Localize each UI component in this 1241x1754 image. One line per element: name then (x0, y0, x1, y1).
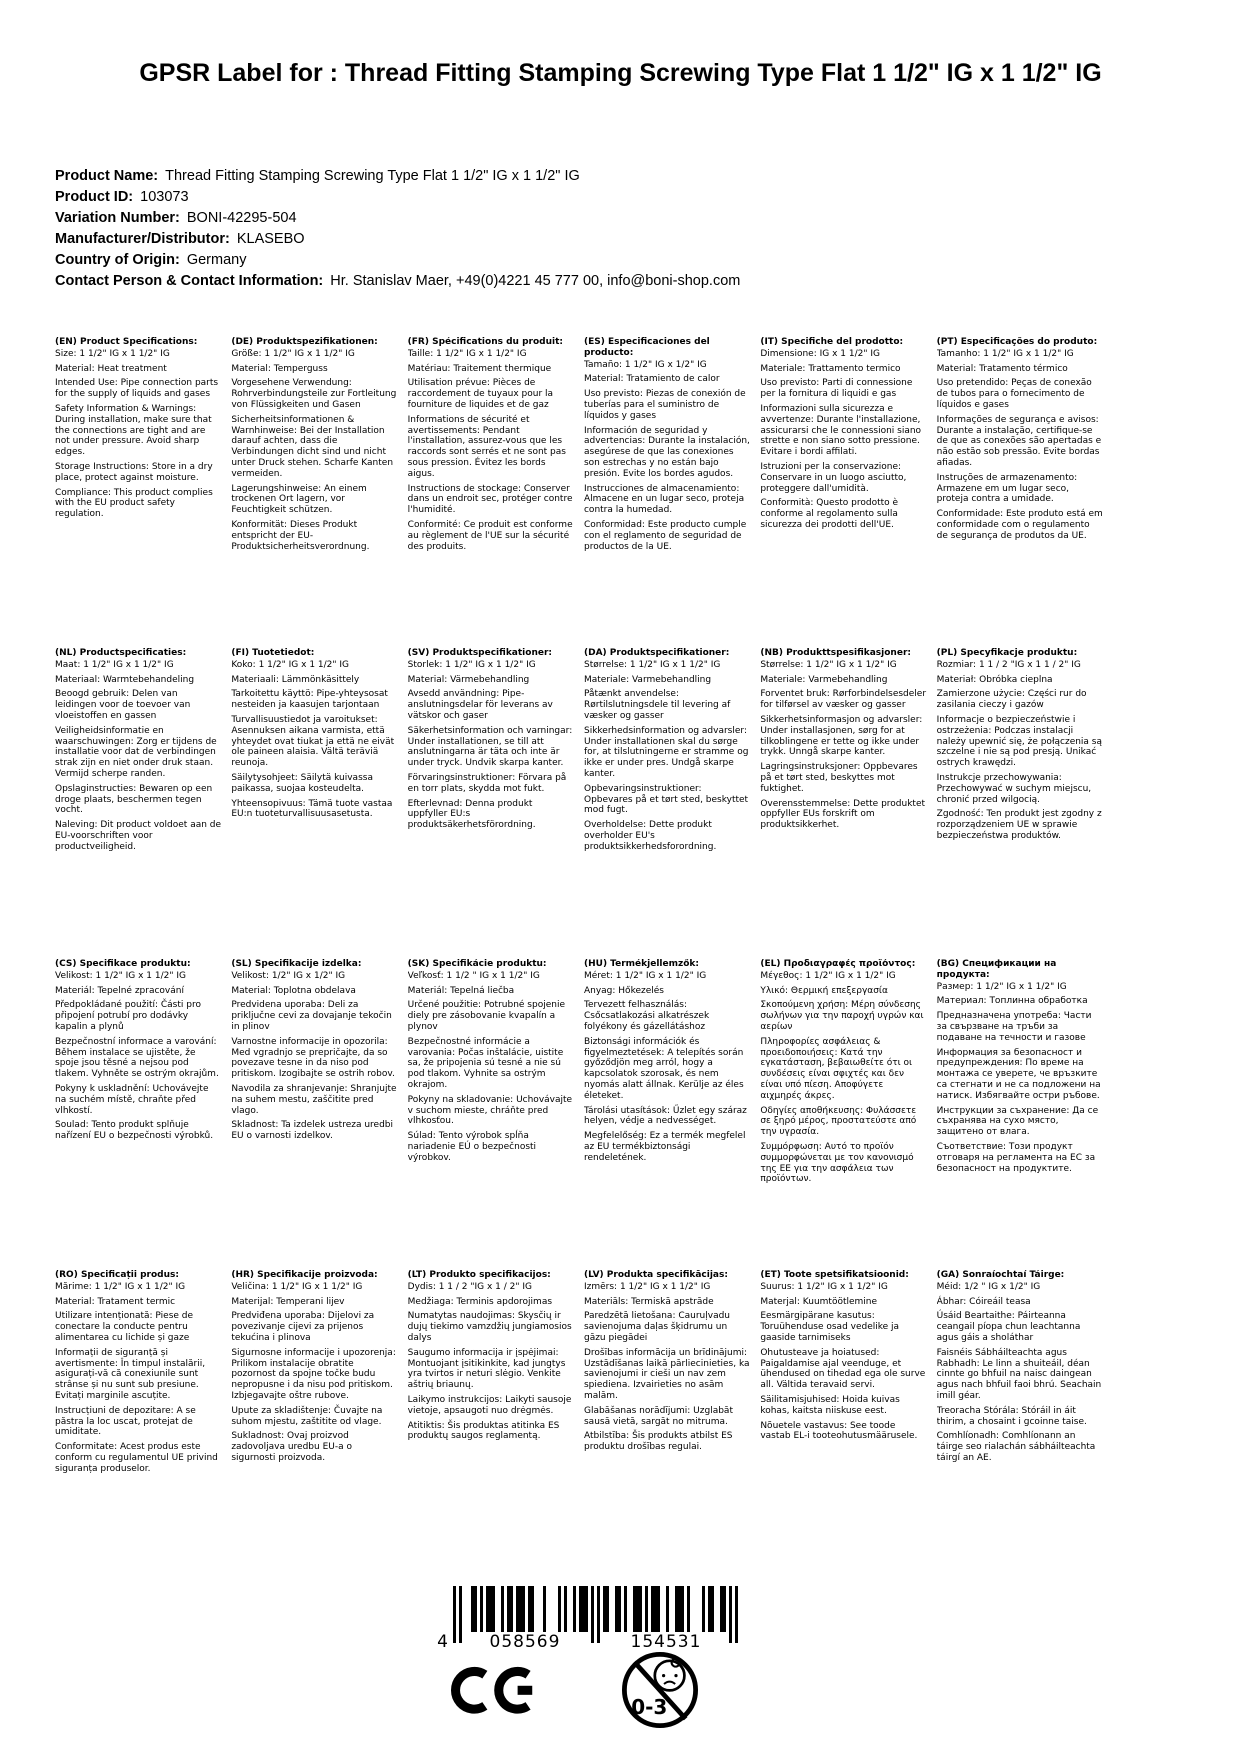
language-block-paragraph: Informations de sécurité et avertissements: Pendant l'installation, assurez-vous que les raccords sont serrés et ne sont pas sous pression. Évitez les bords aigus. (407, 414, 566, 479)
language-grid (55, 337, 1103, 1581)
language-block-sl (231, 959, 397, 1270)
barcode-bar (486, 1586, 489, 1632)
language-block-paragraph: Säkerhetsinformation och varningar: Under installationen, se till att anslutningarna är täta och inte är under tryck. Undvik skarpa kanter. (407, 725, 573, 769)
language-block-paragraph: Faisnéis Sábháilteachta agus Rabhadh: Le linn a shuiteáil, déan cinnte go bhfuil na naisc daingean agus nach bhfuil faoi bhrú. Seachain imill géar. (936, 1347, 1102, 1401)
language-block-paragraph: Velikost: 1 1/2" IG x 1 1/2" IG (55, 970, 186, 981)
language-block-paragraph: Safety Information & Warnings: During installation, make sure that the connections are tight and are not under pressure. Avoid sharp edges. (55, 403, 212, 458)
language-block-paragraph: Drošības informācija un brīdinājumi: Uzstādīšanas laikā pārliecinieties, ka savienojumi ir cieši un nav zem spiediena. Izvairieties no asām malām. (583, 1347, 750, 1401)
language-block-header: (LT) Produkto specifikacijos: (407, 1270, 551, 1280)
language-block-fr (408, 337, 574, 648)
language-block-et (760, 1270, 926, 1581)
barcode-bar (624, 1586, 627, 1632)
barcode-bar (675, 1586, 678, 1632)
language-block-ro (55, 1270, 221, 1581)
language-block-paragraph: Предназначена употреба: Части за свързване на тръби за подаване на течности и газове (936, 1011, 1092, 1043)
language-block-paragraph: Material: Tratament termic (55, 1296, 176, 1307)
language-block-paragraph: Informacje o bezpieczeństwie i ostrzeżenia: Podczas instalacji należy upewnić się, że połączenia są szczelne i nie są pod presją. Unikać ostrych krawędzi. (936, 714, 1103, 769)
language-block-paragraph: Pokyny na skladovanie: Uchovávajte v suchom mieste, chráňte pred vlhkosťou. (407, 1094, 573, 1127)
language-block-paragraph: Numatytas naudojimas: Skysčių ir dujų tiekimo vamzdžių jungiamosios dalys (407, 1311, 572, 1343)
language-block-nl (55, 648, 221, 959)
language-block-paragraph: Efterlevnad: Denna produkt uppfyller EU:s produktsäkerhetsförordning. (407, 798, 536, 831)
language-block-header: (PL) Specyfikacje produktu: (936, 648, 1078, 658)
language-block-paragraph: Predviđena uporaba: Dijelovi za povezivanje cijevi za prijenos tekućina i plinova (231, 1311, 375, 1343)
language-block-paragraph: Glabāšanas norādījumi: Uzglabāt sausā vietā, sargāt no mitruma. (583, 1405, 733, 1427)
language-block-header: (NL) Productspecificaties: (55, 648, 187, 658)
language-block-paragraph: Soulad: Tento produkt splňuje nařízení EU o bezpečnosti výrobků. (55, 1120, 214, 1142)
language-block-cs (55, 959, 221, 1270)
language-block-hu (584, 959, 750, 1270)
language-block-paragraph: Materjal: Kuumtöötlemine (760, 1296, 878, 1307)
language-block-paragraph: Yhteensopivuus: Tämä tuote vastaa EU:n tuoteturvallisuusasetusta. (231, 798, 393, 820)
language-block-hr (231, 1270, 397, 1581)
language-block-paragraph: Súlad: Tento výrobok spĺňa nariadenie EÚ o bezpečnosti výrobkov. (407, 1131, 537, 1163)
language-block-paragraph: Påtænkt anvendelse: Rørtilslutningsdele til levering af væsker og gasser (583, 689, 731, 721)
language-block-header: (PT) Especificações do produto: (936, 337, 1098, 347)
barcode-bar (519, 1586, 522, 1632)
language-block-paragraph: Conformidade: Este produto está em conformidade com o regulamento de segurança de produtos da UE. (936, 509, 1103, 541)
language-block-paragraph: Größe: 1 1/2" IG x 1 1/2" IG (231, 348, 355, 359)
barcode-bar (666, 1586, 669, 1632)
language-block-header: (CS) Specifikace produktu: (55, 959, 191, 969)
language-block-paragraph: Bezpečnostní informace a varování: Během instalace se ujistěte, že spoje jsou těsné a nejsou pod tlakem. Vyhněte se ostrým okrajům. (55, 1036, 219, 1080)
barcode-bar (723, 1586, 726, 1632)
language-block-paragraph: Tarkoitettu käyttö: Pipe-yhteysosat nesteiden ja kaasujen tarjontaan (231, 689, 388, 711)
product-info-line (55, 208, 1161, 229)
language-block-paragraph: Materiāls: Termiskā apstrāde (583, 1296, 714, 1307)
language-block-header: (SV) Produktspecifikationer: (407, 648, 552, 658)
language-block-paragraph: Material: Temperguss (231, 363, 328, 374)
barcode-bar (597, 1586, 600, 1643)
language-block-paragraph: Informații de siguranță și avertismente: În timpul instalării, asigurați-vă că conexiunile sunt strânse și nu sunt sub presiune. Evitați marginile ascuțite. (55, 1347, 206, 1401)
language-block-paragraph: Tamaño: 1 1/2" IG x 1/2" IG (583, 359, 707, 370)
language-block-paragraph: Zamierzone użycie: Części rur do zasilania cieczy i gazów (936, 689, 1087, 711)
language-block-paragraph: Forventet bruk: Rørforbindelsesdeler for tilførsel av væsker og gasser (760, 689, 927, 711)
language-block-paragraph: Uso previsto: Piezas de conexión de tuberías para el suministro de líquidos y gases (583, 389, 746, 421)
language-block-paragraph: Säilytysohjeet: Säilytä kuivassa paikassa, suojaa kosteudelta. (231, 772, 373, 794)
language-block-header: (LV) Produkta specifikācijas: (583, 1270, 728, 1280)
language-block-paragraph: Storlek: 1 1/2" IG x 1 1/2" IG (407, 659, 536, 670)
language-block-header: (ES) Especificaciones del producto: (583, 337, 710, 358)
product-info-line (55, 166, 1161, 187)
barcode-left-digits: 058569 (489, 1632, 561, 1650)
language-block-lv (584, 1270, 750, 1581)
language-block-paragraph: Sukladnost: Ovaj proizvod zadovoljava uredbu EU-a o sigurnosti proizvoda. (231, 1431, 352, 1463)
barcode-bar (579, 1586, 582, 1632)
language-block-paragraph: Varnostne informacije in opozorila: Med vgradnjo se prepričajte, da so povezave tesne in da niso pod pritiskom. Izogibajte se ostrih robov. (231, 1036, 395, 1080)
age-warning-icon (620, 1650, 700, 1730)
barcode-bar (615, 1586, 618, 1632)
language-block-paragraph: Méid: 1/2 " IG x 1/2" IG (936, 1281, 1041, 1292)
product-info-list (55, 166, 1161, 292)
barcode-bar (564, 1586, 567, 1632)
barcode-bar (492, 1586, 495, 1632)
product-info-label: Country of Origin: (55, 252, 180, 268)
language-block-paragraph: Avsedd användning: Pipe-anslutningsdelar för leverans av vätskor och gaser (407, 689, 553, 721)
language-block-paragraph: Materiał: Obróbka cieplna (936, 674, 1053, 685)
language-block-paragraph: Информация за безопасност и предупреждения: По време на монтажа се уверете, че връзките са стегнати и не са подложени на натиск. Избягвайте остри ръбове. (936, 1047, 1101, 1101)
language-block-el (760, 959, 926, 1270)
barcode-bar (645, 1586, 648, 1632)
language-block-paragraph: Οδηγίες αποθήκευσης: Φυλάσσετε σε ξηρό μέρος, προστατεύστε από την υγρασία. (760, 1105, 917, 1138)
barcode-bar (474, 1586, 477, 1632)
language-block-paragraph: Μέγεθος: 1 1/2" IG x 1 1/2" IG (760, 970, 896, 981)
language-block-paragraph: Materiál: Tepelné zpracování (55, 985, 184, 996)
language-block-paragraph: Ábhar: Cóireáil teasa (936, 1296, 1031, 1307)
language-block-paragraph: Upute za skladištenje: Čuvajte na suhom mjestu, zaštitite od vlage. (231, 1405, 383, 1427)
language-block-paragraph: Atitiktis: Šis produktas atitinka ES produktų saugos reglamentą. (407, 1420, 560, 1442)
language-block-paragraph: Zgodność: Ten produkt jest zgodny z rozporządzeniem UE w sprawie bezpieczeństwa produktów. (936, 809, 1102, 841)
language-block-paragraph: Medžiaga: Terminis apdorojimas (407, 1296, 553, 1307)
language-block-paragraph: Sigurnosne informacije i upozorenja: Prilikom instalacije obratite pozornost da spojne točke budu nepropusne i da nisu pod pritiskom. Izbjegavajte oštre rubove. (231, 1347, 396, 1401)
language-block-paragraph: Conformitate: Acest produs este conform cu regulamentul UE privind siguranța produselor. (55, 1442, 218, 1474)
language-block-paragraph: Veličina: 1 1/2" IG x 1 1/2" IG (231, 1281, 363, 1292)
barcode-bar (633, 1586, 636, 1632)
barcode-bar (702, 1586, 705, 1632)
barcode-bar (618, 1586, 621, 1632)
barcode-bar (471, 1586, 474, 1632)
barcode-svg (436, 1586, 756, 1650)
language-block-paragraph: Materiale: Varmebehandling (583, 674, 712, 685)
language-block-paragraph: Material: Toplotna obdelava (231, 985, 356, 996)
language-block-paragraph: Informações de segurança e avisos: Durante a instalação, certifique-se de que as conexões são apertadas e não estão sob pressão. Evite bordas afiadas. (936, 414, 1102, 468)
language-block-paragraph: Sicherheitsinformationen & Warnhinweise: Bei der Installation darauf achten, dass die Verbindungen dicht sind und nicht unter Druck stehen. Scharfe Kanten vermeiden. (231, 414, 394, 479)
barcode-bar (585, 1586, 588, 1632)
product-info-label: Variation Number: (55, 210, 180, 226)
language-block-da (584, 648, 750, 959)
language-block-paragraph: Conformidad: Este producto cumple con el reglamento de seguridad de productos de la UE. (583, 519, 747, 552)
language-block-paragraph: Materijal: Temperani lijev (231, 1296, 345, 1307)
language-block-paragraph: Tervezett felhasználás: Csőcsatlakozási alkatrészek folyékony és gázellátáshoz (583, 1000, 710, 1032)
barcode-bar (606, 1586, 609, 1632)
language-block-header: (DE) Produktspezifikationen: (231, 337, 378, 347)
language-block-paragraph: Veľkosť: 1 1/2 " IG x 1 1/2" IG (407, 970, 540, 981)
language-block-paragraph: Predvidena uporaba: Deli za priključne cevi za dovajanje tekočin in plinov (231, 1000, 392, 1032)
language-block-paragraph: Mărime: 1 1/2" IG x 1 1/2" IG (55, 1281, 186, 1292)
language-block-header: (NB) Produkttspesifikasjoner: (760, 648, 911, 658)
product-info-line (55, 250, 1161, 271)
language-block-header: (ET) Toote spetsifikatsioonid: (760, 1270, 909, 1280)
page-title: GPSR Label for : Thread Fitting Stamping Screwing Type Flat 1 1/2" IG x 1 1/2" IG (139, 59, 1102, 87)
language-block-paragraph: Overensstemmelse: Dette produktet oppfyller EUs forskrift om produktsikkerhet. (760, 798, 926, 831)
language-block-paragraph: Instructions de stockage: Conserver dans un endroit sec, protéger contre l'humidité. (407, 483, 573, 516)
language-block-paragraph: Turvallisuustiedot ja varoitukset: Asennuksen aikana varmista, että yhteydet ovat tiukat ja että ne eivät ole paineen alaisia. Vältä teräviä reunoja. (231, 714, 395, 769)
language-block-paragraph: Instrukcje przechowywania: Przechowywać w suchym miejscu, chronić przed wilgocią. (936, 772, 1092, 805)
language-block-paragraph: Størrelse: 1 1/2" IG x 1 1/2" IG (760, 659, 897, 670)
language-block-paragraph: Laikymo instrukcijos: Laikyti sausoje vietoje, apsaugoti nuo drėgmės. (407, 1394, 572, 1416)
language-block-header: (IT) Specifiche del prodotto: (760, 337, 904, 347)
language-block-pl (937, 648, 1103, 959)
barcode-bar (603, 1586, 606, 1632)
language-block-paragraph: Tamanho: 1 1/2" IG x 1 1/2" IG (936, 348, 1074, 359)
age-warning-label: 0-3 (631, 1695, 668, 1719)
barcode-bar (591, 1586, 594, 1643)
language-block-header: (BG) Спецификации на продукта: (936, 959, 1057, 980)
language-block-paragraph: Sikkerhedsinformation og advarsler: Under installationen skal du sørge for, at tilslutningerne er stramme og ikke er under pres. Undgå skarpe kanter. (583, 725, 749, 779)
language-block-paragraph: Materiaal: Warmtebehandeling (55, 674, 195, 685)
language-block-paragraph: Paredzētā lietošana: Cauruļvadu savienojuma daļas šķidrumu un gāzu piegādei (583, 1311, 730, 1343)
language-block-header: (FR) Spécifications du produit: (407, 337, 563, 347)
language-block-paragraph: Uso pretendido: Peças de conexão de tubos para o fornecimento de líquidos e gases (936, 378, 1092, 410)
product-info-value: Germany (186, 252, 247, 268)
language-block-paragraph: Инструкции за съхранение: Да се съхранява на сухо място, защитено от влага. (936, 1105, 1099, 1138)
language-block-paragraph: Intended Use: Pipe connection parts for the supply of liquids and gases (55, 378, 219, 400)
language-block-header: (GA) Sonraíochtaí Táirge: (936, 1270, 1065, 1280)
language-block-paragraph: Size: 1 1/2" IG x 1 1/2" IG (55, 348, 170, 359)
language-block-paragraph: Veiligheidsinformatie en waarschuwingen: Zorg er tijdens de installatie voor dat de verbindingen strak zijn en niet onder druk staan. Vermijd scherpe randen. (55, 725, 217, 779)
language-block-paragraph: Předpokládané použití: Části pro připojení potrubí pro dodávky kapalin a plynů (55, 1000, 201, 1032)
language-block-paragraph: Størrelse: 1 1/2" IG x 1 1/2" IG (583, 659, 721, 670)
barcode-bar (711, 1586, 714, 1632)
barcode-bar (489, 1586, 492, 1632)
language-block-en (55, 337, 221, 648)
language-block-paragraph: Atbilstība: Šis produkts atbilst ES produktu drošības regulai. (583, 1431, 733, 1453)
product-info-label: Product Name: (55, 168, 159, 184)
language-block-paragraph: Biztonsági információk és figyelmeztetések: A telepítés során győződjön meg arról, hogy a kapcsolatok szorosak, és nem nyomás alatt állnak. Kerülje az éles életeket. (583, 1036, 744, 1101)
barcode-bar (720, 1586, 723, 1632)
product-info-value: Hr. Stanislav Maer, +49(0)4221 45 777 00, info@boni-shop.com (330, 273, 741, 289)
language-block-paragraph: Velikost: 1/2" IG x 1/2" IG (231, 970, 346, 981)
product-info-label: Manufacturer/Distributor: (55, 231, 230, 247)
language-block-paragraph: Instrucțiuni de depozitare: A se păstra la loc uscat, protejat de umiditate. (55, 1405, 196, 1438)
barcode-bar (687, 1586, 690, 1632)
language-block-paragraph: Materiál: Tepelná liečba (407, 985, 515, 996)
language-block-es (584, 337, 750, 648)
language-block-paragraph: Material: Heat treatment (55, 363, 167, 374)
language-block-paragraph: Υλικό: Θερμική επεξεργασία (760, 985, 888, 996)
language-block-paragraph: Utilisation prévue: Pièces de raccordement de tuyaux pour la fourniture de liquides et de gaz (407, 378, 554, 410)
language-block-paragraph: Taille: 1 1/2" IG x 1 1/2" IG (407, 348, 527, 359)
language-block-paragraph: Rozmiar: 1 1 / 2 "IG x 1 1 / 2" IG (936, 659, 1081, 670)
language-block-paragraph: Informazioni sulla sicurezza e avvertenze: Durante l'installazione, assicurarsi che le connessioni siano strette e non siano sotto pressione. Evitare i bordi affilati. (760, 403, 922, 458)
language-block-paragraph: Úsáid Beartaithe: Páirteanna ceangail píopa chun leachtanna agus gáis a sholáthar (936, 1311, 1081, 1343)
age-warning (620, 1650, 700, 1734)
product-info-value: Thread Fitting Stamping Screwing Type Flat 1 1/2" IG x 1 1/2" IG (165, 168, 580, 184)
language-block-paragraph: Conformità: Questo prodotto è conforme al regolamento sulla sicurezza dei prodotti dell'UE. (760, 498, 899, 530)
barcode-bar (651, 1586, 654, 1632)
language-block-paragraph: Sikkerhetsinformasjon og advarsler: Under installasjonen, sørg for at tilkoblingene er tette og ikke under trykk. Unngå skarpe kanter. (760, 714, 923, 758)
language-block-paragraph: Съответствие: Този продукт отговаря на регламента на ЕС за безопасност на продуктите. (936, 1141, 1096, 1174)
barcode-bar (522, 1586, 525, 1632)
barcode-bar (657, 1586, 660, 1632)
barcode-bar (729, 1586, 732, 1643)
barcode-bar (636, 1586, 639, 1632)
language-block-paragraph: Méret: 1 1/2" IG x 1 1/2" IG (583, 970, 707, 981)
language-block-sv (408, 648, 574, 959)
product-info-value: 103073 (140, 189, 189, 205)
language-block-paragraph: Material: Tratamiento de calor (583, 374, 720, 385)
barcode-bar (543, 1586, 546, 1632)
language-block-paragraph: Uso previsto: Parti di connessione per la fornitura di liquidi e gas (760, 378, 913, 400)
language-block-header: (RO) Specificații produs: (55, 1270, 179, 1280)
ce-mark (450, 1660, 542, 1726)
barcode-bar (678, 1586, 681, 1632)
product-info-value: KLASEBO (236, 231, 305, 247)
language-block-paragraph: Skladnost: Ta izdelek ustreza uredbi EU o varnosti izdelkov. (231, 1120, 394, 1142)
product-info-line (55, 187, 1161, 208)
product-info-label: Contact Person & Contact Information: (55, 273, 324, 289)
language-block-header: (EN) Product Specifications: (55, 337, 198, 347)
barcode-bar (735, 1586, 738, 1643)
language-block-paragraph: Istruzioni per la conservazione: Conservare in un luogo asciutto, proteggere dall'umidità. (760, 461, 907, 494)
barcode-bar (480, 1586, 483, 1632)
language-block-paragraph: Bezpečnostné informácie a varovania: Počas inštalácie, uistite sa, že pripojenia sú tesné a nie sú pod tlakom. Vyhnite sa ostrým okrajom. (407, 1036, 564, 1090)
language-block-paragraph: Overholdelse: Dette produkt overholder EU's produktsikkerhedsforordning. (583, 820, 717, 852)
language-block-ga (937, 1270, 1103, 1581)
barcode-bar (528, 1586, 531, 1632)
language-block-paragraph: Opbevaringsinstruktioner: Opbevares på et tørt sted, beskyttet mod fugt. (583, 783, 749, 816)
barcode-bar (708, 1586, 711, 1632)
language-block-fi (231, 648, 397, 959)
barcode-bar (453, 1586, 456, 1643)
language-block-paragraph: Nõuetele vastavus: See toode vastab EL-i tooteohutusmäärusele. (760, 1420, 918, 1442)
language-block-bg (937, 959, 1103, 1270)
language-block-paragraph: Izmērs: 1 1/2" IG x 1 1/2" IG (583, 1281, 711, 1292)
language-block-sk (408, 959, 574, 1270)
language-block-paragraph: Matériau: Traitement thermique (407, 363, 552, 374)
language-block-paragraph: Naleving: Dit product voldoet aan de EU-voorschriften voor productveiligheid. (55, 820, 222, 852)
language-block-pt (937, 337, 1103, 648)
language-block-paragraph: Tárolási utasítások: Űzlet egy száraz helyen, védje a nedvességet. (583, 1105, 747, 1127)
language-block-header: (SL) Specifikacije izdelka: (231, 959, 362, 969)
language-block-paragraph: Dydis: 1 1 / 2 "IG x 1 / 2" IG (407, 1281, 533, 1292)
language-block-paragraph: Información de seguridad y advertencias: Durante la instalación, asegúrese de que las conexiones son estrechas y no están bajo presión. Evite los bordes agudos. (583, 425, 750, 479)
language-block-it (760, 337, 926, 648)
language-block-paragraph: Maat: 1 1/2" IG x 1 1/2" IG (55, 659, 174, 670)
product-info-line (55, 229, 1161, 250)
barcode-bar (531, 1586, 534, 1632)
language-block-paragraph: Материал: Топлинна обработка (936, 996, 1088, 1007)
ce-mark-icon (450, 1660, 542, 1722)
language-block-paragraph: Размер: 1 1/2" IG x 1 1/2" IG (936, 981, 1067, 992)
language-block-header: (DA) Produktspecifikationer: (583, 648, 730, 658)
language-block-paragraph: Saugumo informacija ir įspėjimai: Montuojant įsitikinkite, kad jungtys yra tvirtos ir neturi slėgio. Venkite aštrių briaunų. (407, 1347, 566, 1391)
language-block-paragraph: Utilizare intenționată: Piese de conectare la conducte pentru alimentarea cu lichide și gaze (55, 1311, 194, 1343)
language-block-lt (408, 1270, 574, 1581)
barcode (436, 1586, 756, 1654)
language-block-header: (HR) Specifikacije proizvoda: (231, 1270, 378, 1280)
language-block-nb (760, 648, 926, 959)
language-block-paragraph: Säilitamisjuhised: Hoida kuivas kohas, kaitsta niiskuse eest. (760, 1394, 900, 1416)
language-block-paragraph: Material: Tratamento térmico (936, 363, 1068, 374)
barcode-bar (681, 1586, 684, 1632)
product-info-value: BONI-42295-504 (186, 210, 297, 226)
language-block-paragraph: Opslaginstructies: Bewaren op een droge plaats, beschermen tegen vocht. (55, 783, 213, 816)
language-block-de (231, 337, 397, 648)
barcode-bar (639, 1586, 642, 1632)
language-block-paragraph: Conformité: Ce produit est conforme au règlement de l'UE sur la sécurité des produits. (407, 519, 573, 552)
barcode-bar (516, 1586, 519, 1632)
language-block-paragraph: Navodila za shranjevanje: Shranjujte na suhem mestu, zaščitite pred vlago. (231, 1083, 397, 1116)
language-block-paragraph: Vorgesehene Verwendung: Rohrverbindungsteile zur Fortleitung von Flüssigkeiten und Gasen (231, 378, 397, 410)
language-block-header: (HU) Termékjellemzők: (583, 959, 699, 969)
language-block-paragraph: Lagringsinstruksjoner: Oppbevares på et tørt sted, beskyttes mot fuktighet. (760, 762, 918, 794)
barcode-bar (501, 1586, 504, 1632)
product-info-label: Product ID: (55, 189, 134, 205)
product-info-line (55, 271, 1161, 292)
language-block-paragraph: Förvaringsinstruktioner: Förvara på en torr plats, skydda mot fukt. (407, 772, 567, 794)
language-block-paragraph: Materiaali: Lämmönkäsittely (231, 674, 360, 685)
language-block-paragraph: Material: Värmebehandling (407, 674, 530, 685)
language-block-paragraph: Compliance: This product complies with the EU product safety regulation. (55, 487, 213, 520)
barcode-bar (510, 1586, 513, 1632)
language-block-paragraph: Anyag: Hőkezelés (583, 985, 664, 996)
language-block-header: (EL) Προδιαγραφές προϊόντος: (760, 959, 916, 969)
language-block-paragraph: Určené použitie: Potrubné spojenie diely pre zásobovanie kvapalín a plynov (407, 1000, 565, 1032)
language-block-paragraph: Materiale: Trattamento termico (760, 363, 901, 374)
language-block-paragraph: Koko: 1 1/2" IG x 1 1/2" IG (231, 659, 350, 670)
barcode-bar (573, 1586, 576, 1632)
barcode-bar (654, 1586, 657, 1632)
barcode-bar (558, 1586, 561, 1632)
language-block-paragraph: Συμμόρφωση: Αυτό το προϊόν συμμορφώνεται με τον κανονισμό της ΕΕ για την ασφάλεια των προϊόντων. (760, 1141, 914, 1185)
language-block-paragraph: Eesmärgipärane kasutus: Toruühenduse osad vedelike ja gaaside tarnimiseks (760, 1311, 900, 1343)
language-block-paragraph: Megfelelőség: Ez a termék megfelel az EU termékbiztonsági rendeletének. (583, 1131, 746, 1163)
language-block-paragraph: Materiale: Varmebehandling (760, 674, 888, 685)
language-block-header: (FI) Tuotetiedot: (231, 648, 315, 658)
language-block-paragraph: Treoracha Stórála: Stóráil in áit thirim, a chosaint i gcoinne taise. (936, 1405, 1087, 1427)
language-block-paragraph: Suurus: 1 1/2" IG x 1 1/2" IG (760, 1281, 888, 1292)
barcode-right-digits: 154531 (630, 1632, 702, 1650)
language-block-paragraph: Ohutusteave ja hoiatused: Paigaldamise ajal veenduge, et ühendused on tihedad ega ole surve all. Vältida teravaid servi. (760, 1347, 926, 1391)
language-block-paragraph: Instrucciones de almacenamiento: Almacene en un lugar seco, proteja contra la humedad. (583, 483, 745, 516)
language-block-paragraph: Konformität: Dieses Produkt entspricht der EU-Produktsicherheitsverordnung. (231, 519, 370, 552)
language-block-paragraph: Dimensione: IG x 1 1/2" IG (760, 348, 880, 359)
language-block-paragraph: Lagerungshinweise: An einem trockenen Ort lagern, vor Feuchtigkeit schützen. (231, 483, 367, 516)
barcode-bar (459, 1586, 462, 1643)
language-block-paragraph: Instruções de armazenamento: Armazene em um lugar seco, proteja contra a umidade. (936, 472, 1078, 505)
barcode-lead-digit: 4 (437, 1632, 449, 1650)
language-block-paragraph: Pokyny k uskladnění: Uchovávejte na suchém místě, chraňte před vlhkostí. (55, 1083, 209, 1116)
barcode-bar (507, 1586, 510, 1632)
language-block-header: (SK) Špecifikácie produktu: (407, 959, 547, 969)
language-block-paragraph: Σκοπούμενη χρήση: Μέρη σύνδεσης σωλήνων για την παροχή υγρών και αερίων (760, 1000, 924, 1032)
language-block-paragraph: Beoogd gebruik: Delen van leidingen voor de toevoer van vloeistoffen en gassen (55, 689, 191, 721)
language-block-paragraph: Comhlíonadh: Comhlíonann an táirge seo rialachán sábháilteachta táirgí an AE. (936, 1431, 1096, 1463)
language-block-paragraph: Πληροφορίες ασφάλειας & προειδοποιήσεις: Κατά την εγκατάσταση, βεβαιωθείτε ότι οι συνδέσεις είναι σφιχτές και δεν είναι υπό πίεση. Αποφύγετε αιχμηρές άκρες. (760, 1036, 913, 1101)
barcode-bar (582, 1586, 585, 1632)
language-block-paragraph: Storage Instructions: Store in a dry place, protect against moisture. (55, 461, 213, 483)
